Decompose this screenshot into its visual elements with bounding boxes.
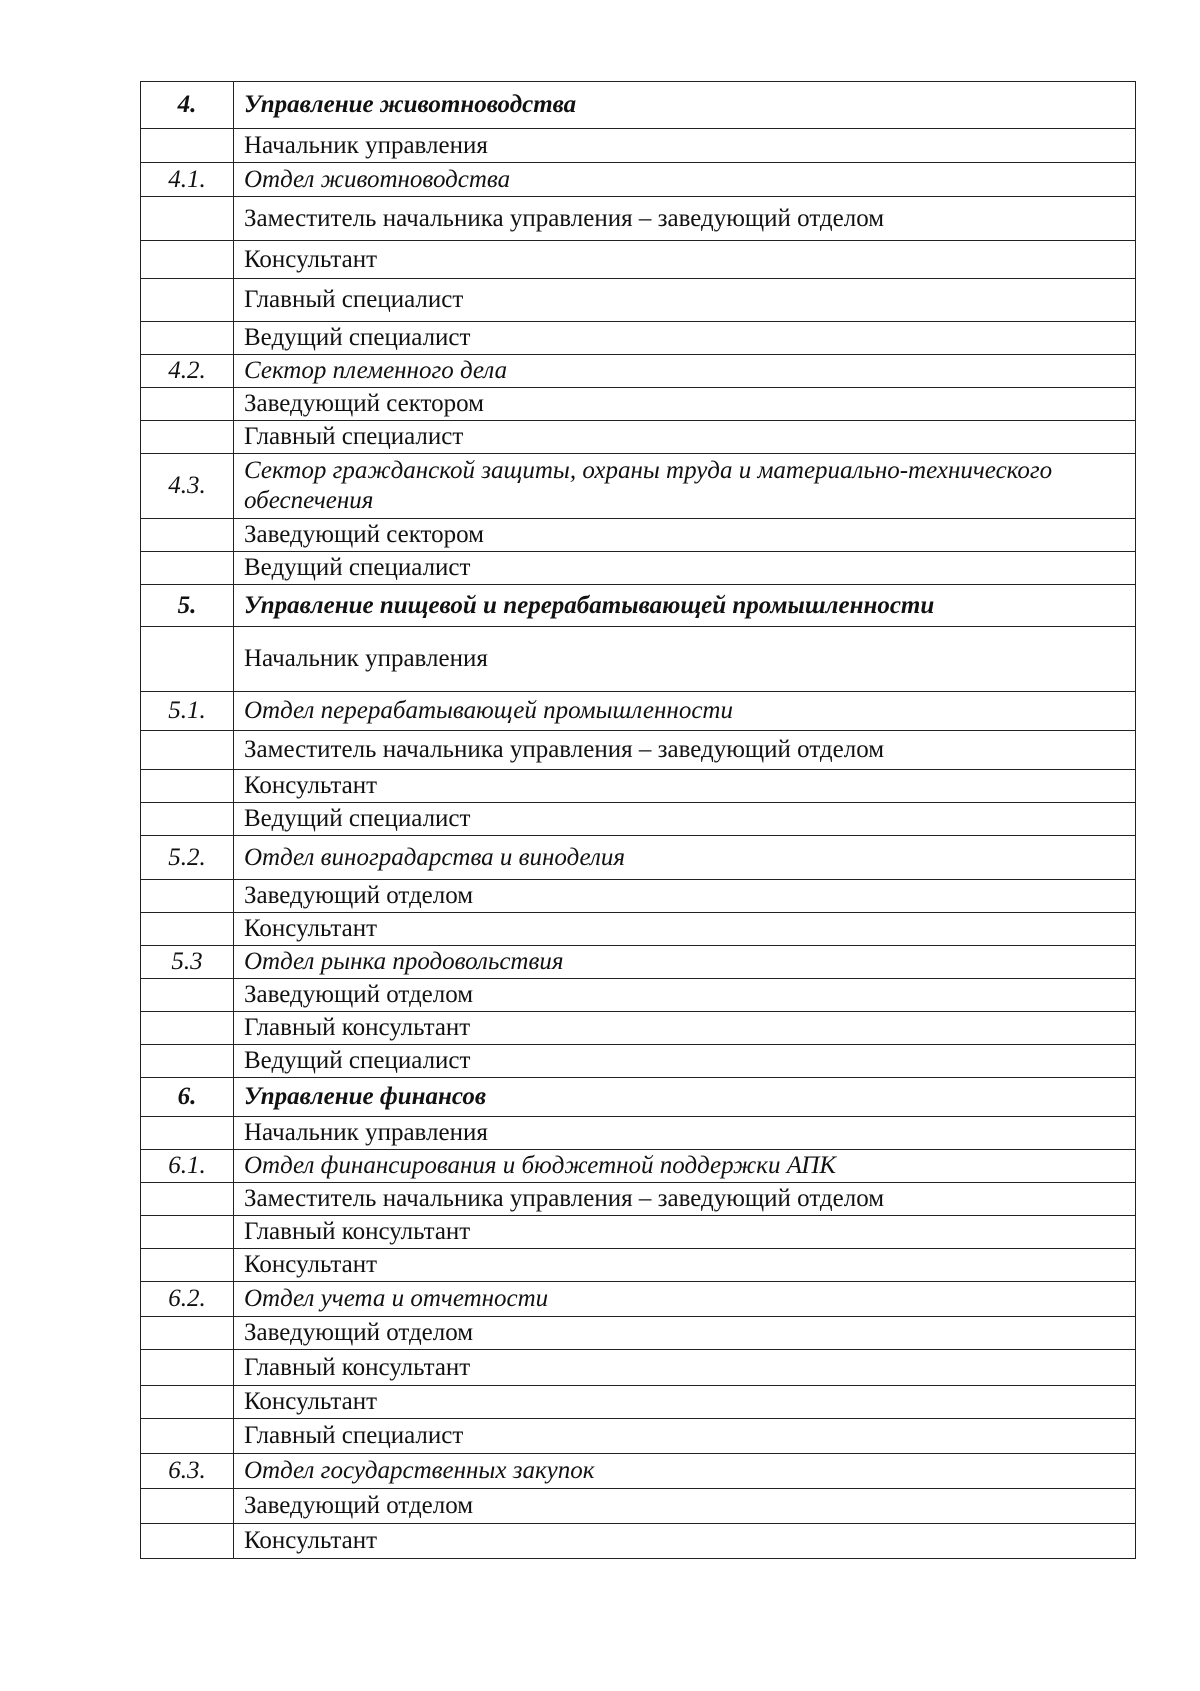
position-row xyxy=(141,197,1136,241)
position-title: Главный консультант xyxy=(234,1216,1136,1249)
position-row xyxy=(141,731,1136,770)
position-row xyxy=(141,1386,1136,1419)
row-number: 5.2. xyxy=(141,836,234,880)
row-number xyxy=(141,1117,234,1150)
position-row xyxy=(141,552,1136,585)
row-number: 6.1. xyxy=(141,1150,234,1183)
row-number: 4.1. xyxy=(141,163,234,197)
position-row xyxy=(141,1317,1136,1350)
row-number: 4. xyxy=(141,82,234,129)
row-number xyxy=(141,1386,234,1419)
row-number xyxy=(141,388,234,421)
position-row xyxy=(141,1117,1136,1150)
row-number xyxy=(141,1249,234,1282)
position-title: Главный консультант xyxy=(234,1012,1136,1045)
section-row xyxy=(141,836,1136,880)
position-title: Ведущий специалист xyxy=(234,322,1136,355)
row-number: 6. xyxy=(141,1078,234,1117)
position-title: Консультант xyxy=(234,1524,1136,1559)
row-number xyxy=(141,913,234,946)
position-title: Консультант xyxy=(234,1249,1136,1282)
position-title: Ведущий специалист xyxy=(234,1045,1136,1078)
section-title: Отдел государственных закупок xyxy=(234,1454,1136,1489)
section-title: Отдел перерабатывающей промышленности xyxy=(234,692,1136,731)
position-title: Главный специалист xyxy=(234,1419,1136,1454)
section-row xyxy=(141,585,1136,627)
position-row xyxy=(141,279,1136,322)
staff-table-body xyxy=(141,82,1136,1559)
section-row xyxy=(141,1454,1136,1489)
position-row xyxy=(141,1419,1136,1454)
position-title: Заведующий отделом xyxy=(234,1317,1136,1350)
position-row xyxy=(141,421,1136,454)
row-number xyxy=(141,1045,234,1078)
row-number xyxy=(141,322,234,355)
position-row xyxy=(141,1524,1136,1559)
position-row xyxy=(141,913,1136,946)
position-title: Заведующий сектором xyxy=(234,388,1136,421)
position-row xyxy=(141,880,1136,913)
section-title: Отдел виноградарства и виноделия xyxy=(234,836,1136,880)
staff-table xyxy=(140,81,1136,1559)
row-number xyxy=(141,1524,234,1559)
row-number xyxy=(141,519,234,552)
position-title: Консультант xyxy=(234,770,1136,803)
position-title: Главный специалист xyxy=(234,279,1136,322)
section-title: Отдел финансирования и бюджетной поддержки АПК xyxy=(234,1150,1136,1183)
row-number xyxy=(141,1012,234,1045)
row-number: 4.2. xyxy=(141,355,234,388)
position-title: Заведующий отделом xyxy=(234,1489,1136,1524)
row-number xyxy=(141,1419,234,1454)
position-title: Заместитель начальника управления – заведующий отделом xyxy=(234,197,1136,241)
row-number xyxy=(141,1216,234,1249)
row-number: 5.1. xyxy=(141,692,234,731)
row-number xyxy=(141,770,234,803)
section-title: Управление пищевой и перерабатывающей промышленности xyxy=(234,585,1136,627)
position-row xyxy=(141,979,1136,1012)
position-title: Главный специалист xyxy=(234,421,1136,454)
position-title: Ведущий специалист xyxy=(234,803,1136,836)
position-title: Главный консультант xyxy=(234,1350,1136,1386)
row-number: 5.3 xyxy=(141,946,234,979)
position-row xyxy=(141,1012,1136,1045)
section-title: Отдел рынка продовольствия xyxy=(234,946,1136,979)
section-row xyxy=(141,163,1136,197)
position-row xyxy=(141,1350,1136,1386)
position-row xyxy=(141,129,1136,163)
row-number xyxy=(141,241,234,279)
section-title: Отдел животноводства xyxy=(234,163,1136,197)
position-row xyxy=(141,1045,1136,1078)
position-title: Консультант xyxy=(234,241,1136,279)
position-title: Ведущий специалист xyxy=(234,552,1136,585)
position-title: Заведующий отделом xyxy=(234,880,1136,913)
section-row xyxy=(141,355,1136,388)
section-title: Сектор гражданской защиты, охраны труда и материально-технического обеспечения xyxy=(234,454,1136,519)
row-number xyxy=(141,421,234,454)
row-number xyxy=(141,1317,234,1350)
position-title: Начальник управления xyxy=(234,129,1136,163)
section-row xyxy=(141,692,1136,731)
position-row xyxy=(141,627,1136,692)
position-row xyxy=(141,770,1136,803)
position-row xyxy=(141,241,1136,279)
position-row xyxy=(141,1249,1136,1282)
position-row xyxy=(141,1183,1136,1216)
position-row xyxy=(141,388,1136,421)
section-title: Управление финансов xyxy=(234,1078,1136,1117)
section-title: Сектор племенного дела xyxy=(234,355,1136,388)
position-title: Начальник управления xyxy=(234,627,1136,692)
row-number xyxy=(141,880,234,913)
row-number: 4.3. xyxy=(141,454,234,519)
position-title: Заместитель начальника управления – заведующий отделом xyxy=(234,1183,1136,1216)
position-row xyxy=(141,1489,1136,1524)
section-row xyxy=(141,946,1136,979)
row-number xyxy=(141,1350,234,1386)
row-number: 6.2. xyxy=(141,1282,234,1317)
row-number xyxy=(141,279,234,322)
section-row xyxy=(141,82,1136,129)
row-number xyxy=(141,803,234,836)
row-number xyxy=(141,627,234,692)
position-title: Заместитель начальника управления – заведующий отделом xyxy=(234,731,1136,770)
position-row xyxy=(141,519,1136,552)
row-number xyxy=(141,129,234,163)
position-row xyxy=(141,803,1136,836)
section-title: Управление животноводства xyxy=(234,82,1136,129)
row-number xyxy=(141,979,234,1012)
row-number xyxy=(141,1489,234,1524)
row-number xyxy=(141,731,234,770)
section-row xyxy=(141,1150,1136,1183)
row-number xyxy=(141,552,234,585)
row-number: 5. xyxy=(141,585,234,627)
position-title: Заведующий отделом xyxy=(234,979,1136,1012)
section-row xyxy=(141,1282,1136,1317)
row-number xyxy=(141,1183,234,1216)
position-row xyxy=(141,322,1136,355)
position-row xyxy=(141,1216,1136,1249)
section-title: Отдел учета и отчетности xyxy=(234,1282,1136,1317)
position-title: Заведующий сектором xyxy=(234,519,1136,552)
row-number: 6.3. xyxy=(141,1454,234,1489)
position-title: Начальник управления xyxy=(234,1117,1136,1150)
section-row xyxy=(141,1078,1136,1117)
row-number xyxy=(141,197,234,241)
position-title: Консультант xyxy=(234,913,1136,946)
section-row xyxy=(141,454,1136,519)
position-title: Консультант xyxy=(234,1386,1136,1419)
